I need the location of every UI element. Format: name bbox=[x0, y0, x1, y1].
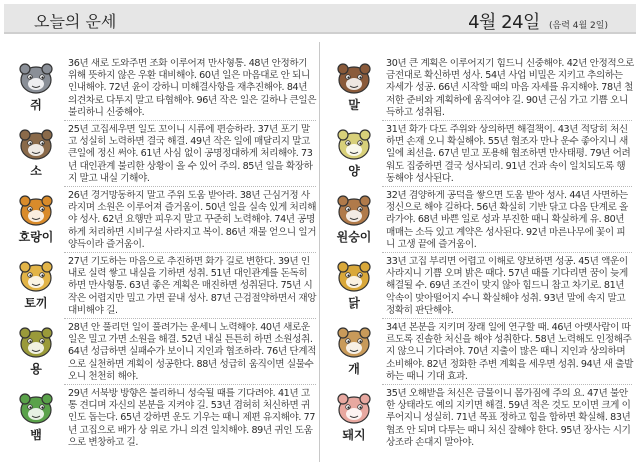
fortune-text: 32년 겸양하게 공덕을 쌓으면 도움 받아 성사. 44년 사면하는 정신으로 해야 길하다. 56년 확실히 기반 닦고 다음 단계로 올라가야. 68년 바쁜 일로 성과 부진한 때니 확실하게 유. 80년 매매는 소득 있고 계약은 성사된다. 92년 마른나무에 꽃이 피니 고생 끝에 즐거움이. bbox=[386, 190, 628, 250]
zodiac-name: 개 bbox=[348, 362, 360, 376]
fortune-text: 25년 고집세우면 일도 꼬이니 시류에 편승하라. 37년 포기 말고 성실히 노력하면 결국 해결. 49년 작은 일에 매달리지 말고 큰일에 정신 써야. 61년 사심 없이 공명정대하게 처리해야. 73년 대인관계 불리한 상황이 올 수 있어 주의. 85년 일을 확장하지 말고 내실 기해야. bbox=[68, 124, 313, 184]
fortune-text: 34년 본분을 지키며 장래 일에 연구할 때. 46년 아랫사람이 따르도록 진솔한 처신을 해야 성취한다. 58년 노력해도 인정해주지 않으니 기다려야. 70년 지출이 많은 때니 지인과 상의하며 소비해야. 82년 정화한 주변 계획을 세우면 성취. 94년 새 출발하는 때니 기대 효과. bbox=[386, 322, 634, 382]
zodiac-name: 토끼 bbox=[24, 296, 48, 310]
row-separator bbox=[64, 318, 316, 319]
zodiac-row-left-1 bbox=[8, 124, 320, 184]
zodiac-name: 쥐 bbox=[30, 98, 42, 112]
page-title: 오늘의 운세 bbox=[34, 12, 117, 31]
rat-icon bbox=[14, 60, 58, 96]
lunar-date-label: (음력 4월 2일) bbox=[549, 21, 608, 31]
fortune-text: 36년 새로 도와주면 조화 이루어져 만사형통. 48년 안정하기 위해 뜻하지 않은 우환 대비해야. 60년 일은 마음대로 안 되니 인내해야. 72년 윤이 강하니 미해결사항을 재추진해야. 84년 의견차로 다투지 말고 타협해야. 96년 작은 일은 길하나 큰일은 불리하니 신중해야. bbox=[68, 58, 317, 118]
row-separator bbox=[382, 120, 632, 121]
zodiac-name: 닭 bbox=[348, 296, 360, 310]
fortune-text: 33년 고집 부리면 어렵고 이해로 양보하면 성공. 45년 액운이 사라지니 기쁨 오며 밝은 때다. 57년 때를 기다리면 꿈이 늦게 해결될 수. 69년 조건이 맞지 않아 힘드니 참고 차기로. 81년 악속이 맞아떨어지 수니 확실해야 성취. 93년 말에 속지 말고 정확히 판단해야. bbox=[386, 256, 628, 316]
row-separator bbox=[64, 186, 316, 187]
fortune-text: 27년 기도하는 마음으로 추진하면 화가 길로 변한다. 39년 인내로 실력 쌓고 내실을 기하면 성취. 51년 대인관계를 돈독히 하면 만사형통. 63년 좋은 계획은 매진하면 성취된다. 75년 시작은 어렵지만 밀고 가면 끝내 성사. 87년 근검절약하면서 재앙 대비해야 길. bbox=[68, 256, 317, 316]
fortune-text: 31년 화가 다도 주위와 상의하면 해결책이. 43년 적당히 처신하면 손재 오니 확실해야. 55년 협조자 만나 운수 좋아지니 새일에 최선을. 67년 믿고 포용해 협조하면 만사태평. 79년 어려워도 집중하면 결국 성사되리. 91년 건과 속이 일치되도록 행동해야 성사된다. bbox=[386, 124, 631, 184]
zodiac-row-left-3 bbox=[8, 256, 320, 316]
zodiac-row-right-4 bbox=[326, 322, 636, 382]
row-separator bbox=[382, 252, 632, 253]
row-separator bbox=[382, 318, 632, 319]
zodiac-name: 양 bbox=[348, 164, 360, 178]
zodiac-row-right-1 bbox=[326, 124, 636, 184]
tiger-icon bbox=[14, 192, 58, 228]
row-separator bbox=[64, 252, 316, 253]
row-separator bbox=[382, 384, 632, 385]
rabbit-icon bbox=[14, 258, 58, 294]
zodiac-name: 뱀 bbox=[30, 428, 42, 442]
zodiac-name: 용 bbox=[30, 362, 42, 376]
zodiac-row-left-2 bbox=[8, 190, 320, 250]
zodiac-name: 돼지 bbox=[342, 428, 366, 442]
date-block bbox=[468, 8, 608, 34]
zodiac-row-right-0 bbox=[326, 58, 636, 118]
zodiac-name: 원숭이 bbox=[336, 230, 372, 244]
row-separator bbox=[64, 120, 316, 121]
row-separator bbox=[382, 186, 632, 187]
date-label: 4월 24일 bbox=[468, 12, 540, 33]
ox-icon bbox=[14, 126, 58, 162]
sheep-icon bbox=[332, 126, 376, 162]
fortune-text: 26년 경거망동하지 말고 주위 도움 받아라. 38년 근심거정 사라지며 소원은 이루어져 즐거움이. 50년 일을 실속 있게 처리해야 성사. 62년 요행만 피우지 말고 꾸준히 노력해야. 74년 공명하게 처리하면 시비구설 사라지고 복이. 86년 재물 얻으니 일거양득이라 즐거움이. bbox=[68, 190, 317, 250]
pig-icon bbox=[332, 390, 376, 426]
snake-icon bbox=[14, 390, 58, 426]
rooster-icon bbox=[332, 258, 376, 294]
zodiac-row-right-5 bbox=[326, 388, 636, 448]
dog-icon bbox=[332, 324, 376, 360]
fortune-text: 28년 안 풀리던 일이 풀려가는 운세니 노력해야. 40년 새로운 일은 밀고 가면 소원을 해결. 52년 내실 튼튼히 하면 소원성취. 64년 성급하면 실패수가 보이니 지인과 협조하라. 76년 단계적으로 실천하면 계획이 성공한다. 88년 성급히 움직이면 실물수 오니 천천히 해야. bbox=[68, 322, 316, 382]
fortune-text: 30년 큰 계획은 이루어지기 힘드니 신중해야. 42년 안정적으로 금전대로 확신하면 성사. 54년 사업 비밀은 지키고 추의하는 자세가 성공. 66년 시작할 때의 마음 자세를 유지해야. 78년 철저한 준비와 계획하에 움직여야 길. 90년 근심 가고 기쁨 오니 득하고 성취됨. bbox=[386, 58, 634, 118]
monkey-icon bbox=[332, 192, 376, 228]
zodiac-row-right-2 bbox=[326, 190, 636, 250]
zodiac-name: 말 bbox=[348, 98, 360, 112]
zodiac-name: 소 bbox=[30, 164, 42, 178]
fortune-text: 35년 오해받을 처신은 금물이니 몸가짐에 주의 요. 47년 불안한 상태라도 예의 지키면 해결. 59년 적은 것도 모이면 크게 이루어지니 성실히. 71년 목표 정하고 힘을 합하면 확실해. 83년 협조 안 되며 다투는 때니 처신 잘해야 한다. 95년 장사는 시기상조라 손대지 말아야. bbox=[386, 388, 631, 448]
zodiac-row-left-0 bbox=[8, 58, 320, 118]
dragon-icon bbox=[14, 324, 58, 360]
horse-icon bbox=[332, 60, 376, 96]
zodiac-row-left-4 bbox=[8, 322, 320, 382]
header-bar bbox=[4, 4, 636, 34]
zodiac-name: 호랑이 bbox=[18, 230, 54, 244]
row-separator bbox=[64, 384, 316, 385]
zodiac-row-right-3 bbox=[326, 256, 636, 316]
zodiac-row-left-5 bbox=[8, 388, 320, 448]
fortune-text: 29년 서북방 방향은 불리하니 성숙될 때를 기다려야. 41년 고통 견디며 자신의 본분을 지켜야 길. 53년 겸허히 처신하면 귀인도 돕는다. 65년 강하면 운도 기우는 때니 제편 유지해야. 77년 고집으로 배가 상 위로 가니 의견 일치해야. 89년 귀인 도움으로 변창하고 길. bbox=[68, 388, 316, 448]
